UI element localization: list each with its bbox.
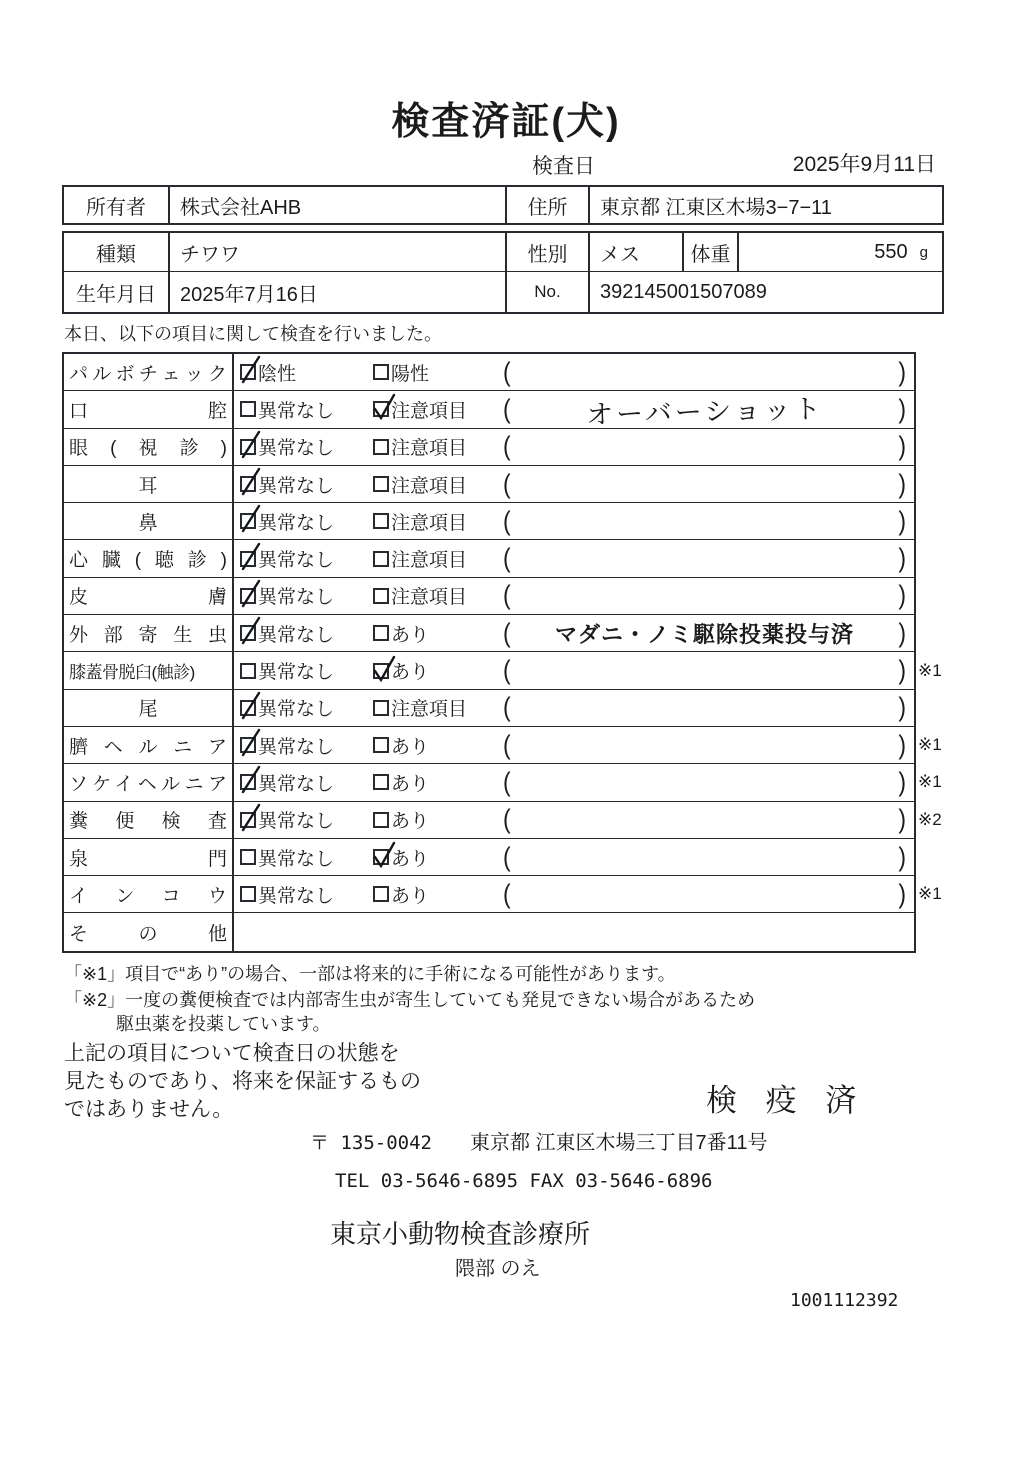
- checklist-item-label: 糞便検査: [64, 802, 234, 838]
- checklist-item-label: 膝蓋骨脱臼(触診): [64, 652, 234, 688]
- option-2: [373, 657, 503, 684]
- option-2-label: 陽性: [391, 363, 430, 385]
- checkbox[interactable]: [373, 551, 389, 567]
- checklist-item-label: インコウ: [64, 876, 234, 912]
- checklist-row-body: [234, 802, 914, 838]
- sex-label: 性別: [507, 233, 590, 271]
- option-2-label: 注意項目: [391, 550, 468, 572]
- remarks-text: オーバーショット: [585, 393, 824, 432]
- option-2-label: あり: [391, 848, 430, 870]
- checklist-row: [64, 615, 914, 652]
- option-2: [373, 769, 503, 796]
- paren-close: ): [898, 505, 906, 536]
- footnote-2-continued: 駆虫薬を投薬しています。: [116, 1014, 331, 1034]
- remarks-field: [503, 729, 914, 760]
- option-1-label: 異常なし: [258, 662, 335, 684]
- checklist-row: [64, 429, 914, 466]
- checklist-row: [64, 876, 942, 913]
- note-badge: ※1: [918, 660, 942, 680]
- remarks-field: [503, 582, 914, 609]
- serial-number: 1001112392: [790, 1290, 899, 1311]
- footnote-2: 「※2」一度の糞便検査では内部寄生虫が寄生していても発見できない場合があるため: [64, 990, 756, 1010]
- note-badge: ※1: [918, 735, 942, 755]
- address-value: 東京都 江東区木場3−7−11: [600, 196, 832, 219]
- option-2-label: 注意項目: [391, 587, 468, 609]
- number-value: 392145001507089: [600, 280, 767, 303]
- remarks-field: [503, 505, 914, 536]
- postal-code: 〒 135-0042: [310, 1132, 432, 1154]
- paren-close: ): [898, 468, 906, 499]
- paren-open: (: [503, 804, 511, 835]
- checkbox[interactable]: [373, 439, 389, 455]
- remarks-field: [503, 356, 914, 387]
- paren-close: ): [898, 654, 906, 685]
- checkbox[interactable]: [373, 774, 389, 790]
- weight-unit: g: [919, 243, 928, 261]
- option-1: [240, 844, 373, 871]
- checkbox[interactable]: [240, 364, 256, 380]
- option-2-label: あり: [391, 811, 430, 833]
- option-1: [240, 657, 373, 684]
- paren-close: ): [898, 393, 906, 424]
- checklist-table: [62, 352, 942, 953]
- checklist-row-body: [234, 727, 914, 763]
- inspection-date-label: 検査日: [532, 155, 595, 178]
- checkbox[interactable]: [240, 588, 256, 604]
- breed-label: 種類: [64, 233, 170, 271]
- disclaimer-line-1: 上記の項目について検査日の状態を: [64, 1042, 400, 1065]
- paren-open: (: [503, 393, 511, 424]
- checklist-row-body: [234, 690, 914, 726]
- option-2: [373, 881, 503, 908]
- checkbox[interactable]: [373, 364, 389, 380]
- check-mark-icon: [238, 429, 264, 461]
- option-1: [240, 620, 373, 647]
- veterinarian-name: 隈部 のえ: [455, 1258, 541, 1280]
- checkbox[interactable]: [373, 476, 389, 492]
- checklist-row-body: [234, 913, 914, 950]
- option-2: [373, 732, 503, 759]
- checklist-item-label: 臍ヘルニア: [64, 727, 234, 763]
- option-1: [240, 582, 373, 609]
- checklist-row: [64, 578, 914, 615]
- checklist-item-label: パルボチェック: [64, 354, 234, 390]
- check-mark-icon: [238, 466, 264, 498]
- option-2: [373, 620, 503, 647]
- checkbox[interactable]: [373, 663, 389, 679]
- paren-open: (: [503, 654, 511, 685]
- remarks-field: [503, 841, 914, 872]
- footnote-1: 「※1」項目で“あり”の場合、一部は将来的に手術になる可能性があります。: [64, 964, 676, 984]
- page-title: 検査済証(犬): [391, 101, 621, 143]
- remarks-field: [503, 433, 914, 460]
- paren-open: (: [503, 878, 511, 909]
- checklist-item-label: 口腔: [64, 391, 234, 427]
- quarantine-stamp: 検 疫 済: [706, 1083, 867, 1118]
- owner-value: 株式会社AHB: [170, 187, 507, 223]
- paren-open: (: [503, 580, 511, 611]
- paren-close: ): [898, 580, 906, 611]
- remarks-field: [503, 468, 914, 499]
- owner-label: 所有者: [64, 187, 170, 223]
- checkbox[interactable]: [240, 513, 256, 529]
- checkbox[interactable]: [240, 849, 256, 865]
- check-mark-icon: [238, 764, 264, 796]
- paren-close: ): [898, 431, 906, 462]
- option-1-label: 異常なし: [258, 550, 335, 572]
- checkbox[interactable]: [240, 886, 256, 902]
- paren-close: ): [898, 543, 906, 573]
- option-1-label: 異常なし: [258, 848, 335, 870]
- option-1-label: 異常なし: [258, 811, 335, 833]
- option-2-label: あり: [391, 662, 430, 684]
- sex-value: メス: [590, 233, 684, 271]
- option-1-label: 異常なし: [258, 475, 335, 497]
- option-1: [240, 471, 373, 498]
- remarks-field: [503, 654, 914, 685]
- checkbox[interactable]: [240, 476, 256, 492]
- checklist-item-label: 眼(視診): [64, 429, 234, 465]
- paren-open: (: [503, 729, 511, 760]
- option-2: [373, 582, 503, 609]
- option-2: [373, 508, 503, 535]
- checklist-row-body: [234, 876, 914, 912]
- inspection-date-value: 2025年9月11日: [792, 153, 936, 176]
- option-2-label: 注意項目: [391, 475, 468, 497]
- check-mark-icon: [238, 503, 264, 535]
- option-1: [240, 881, 373, 908]
- number-label: No.: [507, 272, 590, 312]
- checklist-row: [64, 503, 914, 540]
- option-1-label: 陰性: [258, 363, 297, 385]
- checklist-row: [64, 466, 914, 503]
- option-2: [373, 844, 503, 871]
- checkbox[interactable]: [240, 439, 256, 455]
- option-1: [240, 806, 373, 833]
- check-mark-icon: [238, 615, 264, 647]
- checklist-item-label: 泉門: [64, 839, 234, 875]
- checkbox[interactable]: [373, 849, 389, 865]
- option-2-label: あり: [391, 773, 430, 795]
- option-2-label: 注意項目: [391, 400, 468, 422]
- paren-open: (: [503, 617, 511, 648]
- option-1-label: 異常なし: [258, 512, 335, 534]
- checklist-item-label: 心臓(聴診): [64, 540, 234, 576]
- checklist-row: [64, 354, 914, 391]
- checklist-row-body: [234, 503, 914, 539]
- check-mark-icon: [371, 391, 397, 423]
- checklist-row: [64, 652, 942, 689]
- intro-text: 本日、以下の項目に関して検査を行いました。: [64, 324, 442, 344]
- checklist-row-body: [234, 839, 914, 875]
- checklist-row: [64, 913, 914, 950]
- check-mark-icon: [238, 802, 264, 834]
- checklist-row-body: [234, 540, 914, 576]
- option-2: [373, 806, 503, 833]
- paren-close: ): [898, 617, 906, 648]
- paren-open: (: [503, 841, 511, 872]
- disclaimer-line-3: ではありません。: [64, 1098, 234, 1121]
- option-2: [373, 694, 503, 721]
- owner-table: [62, 185, 944, 225]
- paren-open: (: [503, 468, 511, 499]
- check-mark-icon: [371, 653, 397, 685]
- birthdate-value: 2025年7月16日: [170, 272, 507, 312]
- option-2-label: あり: [391, 885, 430, 907]
- clinic-name: 東京小動物検査診療所: [330, 1219, 591, 1249]
- checklist-row: [64, 391, 914, 432]
- paren-open: (: [503, 505, 511, 536]
- check-mark-icon: [238, 354, 264, 386]
- pet-info-table: [62, 231, 944, 314]
- remarks-field: [503, 390, 914, 432]
- checklist-row: [64, 690, 914, 727]
- checkbox[interactable]: [373, 588, 389, 604]
- checklist-row-body: [234, 391, 914, 432]
- option-1-label: 異常なし: [258, 587, 335, 609]
- remarks-field: [503, 878, 914, 909]
- option-2-label: あり: [391, 624, 430, 646]
- option-1: [240, 396, 373, 423]
- checkbox[interactable]: [240, 700, 256, 716]
- paren-close: ): [898, 729, 906, 760]
- option-2-label: 注意項目: [391, 699, 468, 721]
- checkbox[interactable]: [373, 513, 389, 529]
- option-1-label: 異常なし: [258, 885, 335, 907]
- check-mark-icon: [238, 727, 264, 759]
- checklist-row: [64, 839, 914, 876]
- checkbox[interactable]: [373, 401, 389, 417]
- checklist-row-body: [234, 764, 914, 800]
- checklist-row: [64, 540, 914, 577]
- checklist-row-body: [234, 466, 914, 502]
- option-2: [373, 433, 503, 460]
- address-label: 住所: [507, 187, 590, 223]
- option-1-label: 異常なし: [258, 438, 335, 460]
- remarks-field: [503, 545, 914, 572]
- option-1: [240, 359, 373, 386]
- option-1: [240, 545, 373, 572]
- checklist-row-body: [234, 354, 914, 390]
- checkbox[interactable]: [373, 625, 389, 641]
- check-mark-icon: [238, 578, 264, 610]
- note-badge: ※1: [918, 884, 942, 904]
- paren-open: (: [503, 766, 511, 797]
- paren-open: (: [503, 356, 511, 387]
- paren-close: ): [898, 878, 906, 909]
- checklist-row-body: [234, 615, 914, 651]
- checklist-item-label: 皮膚: [64, 578, 234, 614]
- remarks-text: マダニ・ノミ駆除投薬投与済: [554, 621, 854, 647]
- checkbox[interactable]: [240, 663, 256, 679]
- checklist-row: [64, 727, 942, 764]
- option-1-label: 異常なし: [258, 773, 335, 795]
- option-2: [373, 471, 503, 498]
- checklist-row: [64, 802, 942, 839]
- check-mark-icon: [238, 690, 264, 722]
- paren-close: ): [898, 356, 906, 387]
- checkbox[interactable]: [240, 625, 256, 641]
- paren-close: ): [898, 766, 906, 797]
- option-2: [373, 545, 503, 572]
- option-1-label: 異常なし: [258, 400, 335, 422]
- option-1-label: 異常なし: [258, 699, 335, 721]
- paren-open: (: [503, 431, 511, 462]
- checkbox[interactable]: [240, 812, 256, 828]
- pet-info-row-2: [64, 272, 942, 312]
- disclaimer-line-2: 見たものであり、将来を保証するもの: [64, 1070, 421, 1093]
- disclaimer-text: [64, 1040, 421, 1124]
- option-2-label: 注意項目: [391, 438, 468, 460]
- checkbox[interactable]: [373, 737, 389, 753]
- option-1: [240, 694, 373, 721]
- paren-close: ): [898, 692, 906, 723]
- check-mark-icon: [371, 839, 397, 871]
- checklist-row-body: [234, 652, 914, 688]
- note-badge: ※1: [918, 772, 942, 792]
- remarks-field: [503, 766, 914, 797]
- option-2: [373, 396, 503, 423]
- checkbox[interactable]: [240, 551, 256, 567]
- option-1-label: 異常なし: [258, 624, 335, 646]
- weight-value: [739, 233, 942, 271]
- weight-number: 550: [874, 240, 908, 263]
- checkbox[interactable]: [373, 886, 389, 902]
- checklist-item-label: その他: [64, 913, 234, 950]
- paren-open: (: [503, 692, 511, 723]
- checklist-item-label: ソケイヘルニア: [64, 764, 234, 800]
- option-1: [240, 508, 373, 535]
- remarks-field: [503, 694, 914, 721]
- birthdate-label: 生年月日: [64, 272, 170, 312]
- option-1-label: 異常なし: [258, 736, 335, 758]
- paren-close: ): [898, 841, 906, 872]
- tel-fax: TEL 03-5646-6895 FAX 03-5646-6896: [335, 1170, 713, 1192]
- note-badge: ※2: [918, 809, 942, 829]
- checkbox[interactable]: [373, 812, 389, 828]
- clinic-address: 東京都 江東区木場三丁目7番11号: [470, 1132, 768, 1154]
- checkbox[interactable]: [240, 774, 256, 790]
- paren-close: ): [898, 804, 906, 835]
- remarks-field: [503, 618, 914, 649]
- option-2-label: 注意項目: [391, 512, 468, 534]
- option-1: [240, 732, 373, 759]
- option-1: [240, 769, 373, 796]
- checklist-row-body: [234, 578, 914, 614]
- option-2: [373, 359, 503, 386]
- checklist-item-label: 外部寄生虫: [64, 615, 234, 651]
- option-1: [240, 433, 373, 460]
- paren-open: (: [503, 543, 511, 573]
- checklist-row: [64, 764, 942, 801]
- checklist-item-label: 尾: [64, 690, 234, 726]
- checklist-item-label: 耳: [64, 466, 234, 502]
- checklist-item-label: 鼻: [64, 503, 234, 539]
- check-mark-icon: [238, 541, 264, 573]
- option-2-label: あり: [391, 736, 430, 758]
- checkbox[interactable]: [240, 401, 256, 417]
- pet-info-row-1: [64, 233, 942, 272]
- remarks-field: [503, 806, 914, 833]
- breed-value: チワワ: [170, 233, 507, 271]
- checklist-row-body: [234, 429, 914, 465]
- checkbox[interactable]: [240, 737, 256, 753]
- checkbox[interactable]: [373, 700, 389, 716]
- weight-label: 体重: [684, 233, 739, 271]
